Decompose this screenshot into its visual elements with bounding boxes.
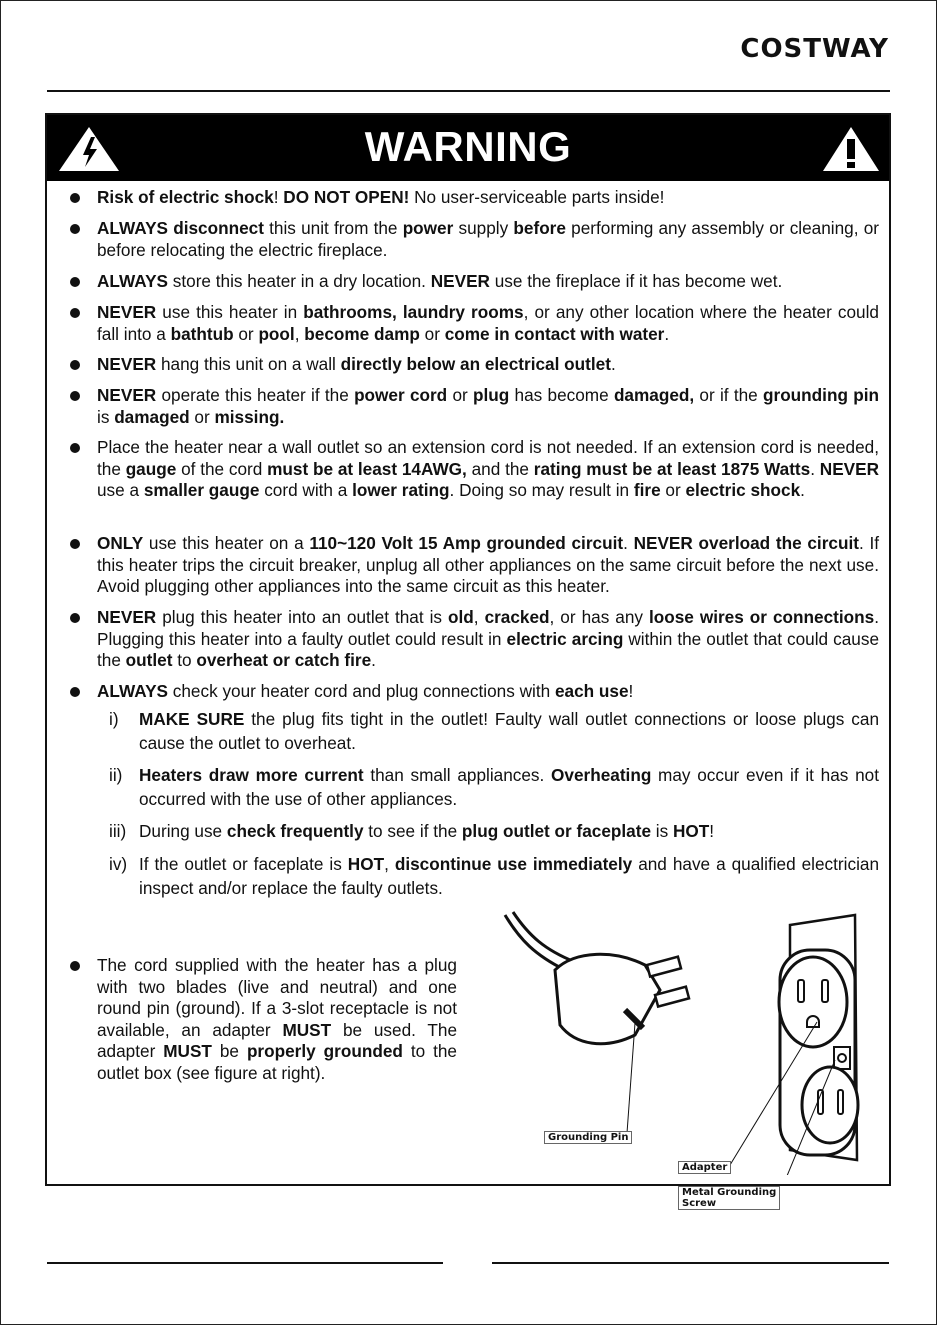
header-divider [47, 90, 890, 92]
grounding-pin-label: Grounding Pin [544, 1131, 632, 1144]
list-item: Place the heater near a wall outlet so an extension cord is not needed. If an extension cord is needed, the gauge of the cord must be at least 14AWG, and the rating must be at least 1875 Watts. NEVER use a smaller gauge cord with a lower rating. Doing so may result in fire or electric shock. [97, 437, 880, 500]
list-item: Risk of electric shock! DO NOT OPEN! No user-serviceable parts inside! [97, 187, 879, 209]
sub-item-number: iii) [109, 821, 127, 841]
warning-header [47, 115, 889, 181]
list-item: ALWAYS store this heater in a dry location. NEVER use the fireplace if it has become wet. [97, 271, 879, 293]
footer-rule-right [492, 1262, 889, 1264]
warning-box [45, 113, 891, 1209]
list-item: NEVER hang this unit on a wall directly below an electrical outlet. [97, 354, 879, 376]
plug-adapter-figure [495, 910, 865, 1209]
sub-item-text: MAKE SURE the plug fits tight in the outlet! Faulty wall outlet connections or loose plugs can cause the outlet to overheat. [139, 709, 879, 753]
brand-logo: COSTWAY [740, 34, 889, 64]
sub-item-number: ii) [109, 765, 123, 785]
warning-title: WARNING [364, 123, 572, 170]
sub-item-number: i) [109, 709, 119, 729]
list-item: NEVER use this heater in bathrooms, laundry rooms, or any other location where the heater could fall into a bathtub or pool, become damp or come in contact with water. [97, 302, 879, 344]
adapter-label: Adapter [678, 1161, 731, 1174]
metal-grounding-screw-label: Metal Grounding Screw [678, 1186, 780, 1210]
sub-item-text: During use check frequently to see if the plug outlet or faceplate is HOT! [139, 821, 715, 841]
sub-item-text: If the outlet or faceplate is HOT, discontinue use immediately and have a qualified electrician inspect and/or replace the faulty outlets. [139, 854, 880, 898]
sub-item-text: Heaters draw more current than small appliances. Overheating may occur even if it has not occurred with the use of other appliances. [139, 765, 879, 809]
sub-item [109, 763, 879, 811]
list-item: ALWAYS check your heater cord and plug connections with each use! [97, 681, 879, 703]
list-item: ALWAYS disconnect this unit from the power supply before performing any assembly or cleaning, or before relocating the electric fireplace. [97, 218, 879, 260]
sub-item-number: iv) [109, 854, 128, 874]
sub-item [109, 819, 879, 843]
sub-item [109, 707, 879, 755]
footer-rule-left [47, 1262, 443, 1264]
cord-info-item: The cord supplied with the heater has a plug with two blades (live and neutral) and one round pin (ground). If a 3-slot receptacle is not available, an adapter MUST be used. The adapter MUST be properly grounded to the outlet box (see figure at right). [97, 955, 458, 1083]
list-item: NEVER plug this heater into an outlet that is old, cracked, or has any loose wires or connections. Plugging this heater into a faulty outlet could result in electric arcing within the outlet that could cause the outlet to overheat or catch fire. [97, 607, 879, 670]
list-item: ONLY use this heater on a 110~120 Volt 15 Amp grounded circuit. NEVER overload the circuit. If this heater trips the circuit breaker, unplug all other appliances on the same circuit before the next use. Avoid plugging other appliances into the same circuit as this heater. [97, 533, 879, 596]
exclamation-warning-icon [821, 125, 881, 173]
sub-item [109, 852, 880, 900]
list-item: NEVER operate this heater if the power cord or plug has become damaged, or if the grounding pin is damaged or missing. [97, 385, 879, 427]
